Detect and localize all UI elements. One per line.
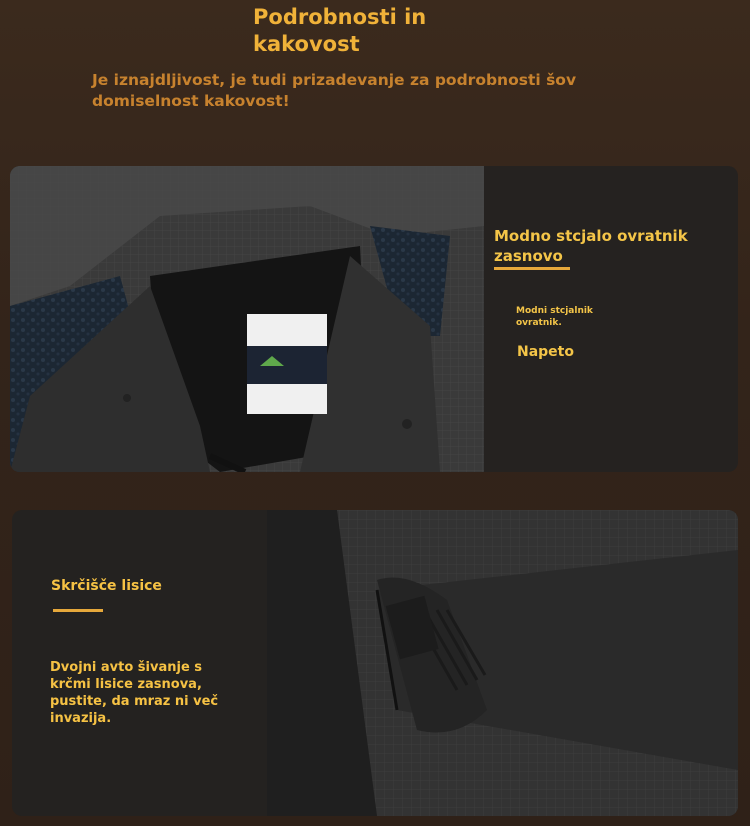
- page-title: Podrobnosti in kakovost: [253, 5, 427, 56]
- collar-small-label: Modni stcjalnik ovratnik.: [516, 306, 593, 328]
- collar-tag: Napeto: [517, 344, 574, 360]
- cuff-description: Dvojni avto šivanje s krčmi lisice zasnova, pustite, da mraz ni več invazija.: [50, 660, 219, 726]
- cuff-heading: Skrčišče lisice: [51, 578, 162, 594]
- jacket-collar-photo-icon: [10, 166, 484, 472]
- collar-underline: [494, 267, 570, 270]
- collar-panel: [10, 166, 738, 472]
- jacket-cuff-photo-icon: [267, 510, 738, 816]
- page-subtitle: Je iznajdljivost, je tudi prizadevanje za podrobnosti šov domiselnost kakovost!: [92, 71, 577, 110]
- collar-heading: Modno stcjalo ovratnik zasnovo: [494, 227, 688, 265]
- cuff-underline: [53, 609, 103, 612]
